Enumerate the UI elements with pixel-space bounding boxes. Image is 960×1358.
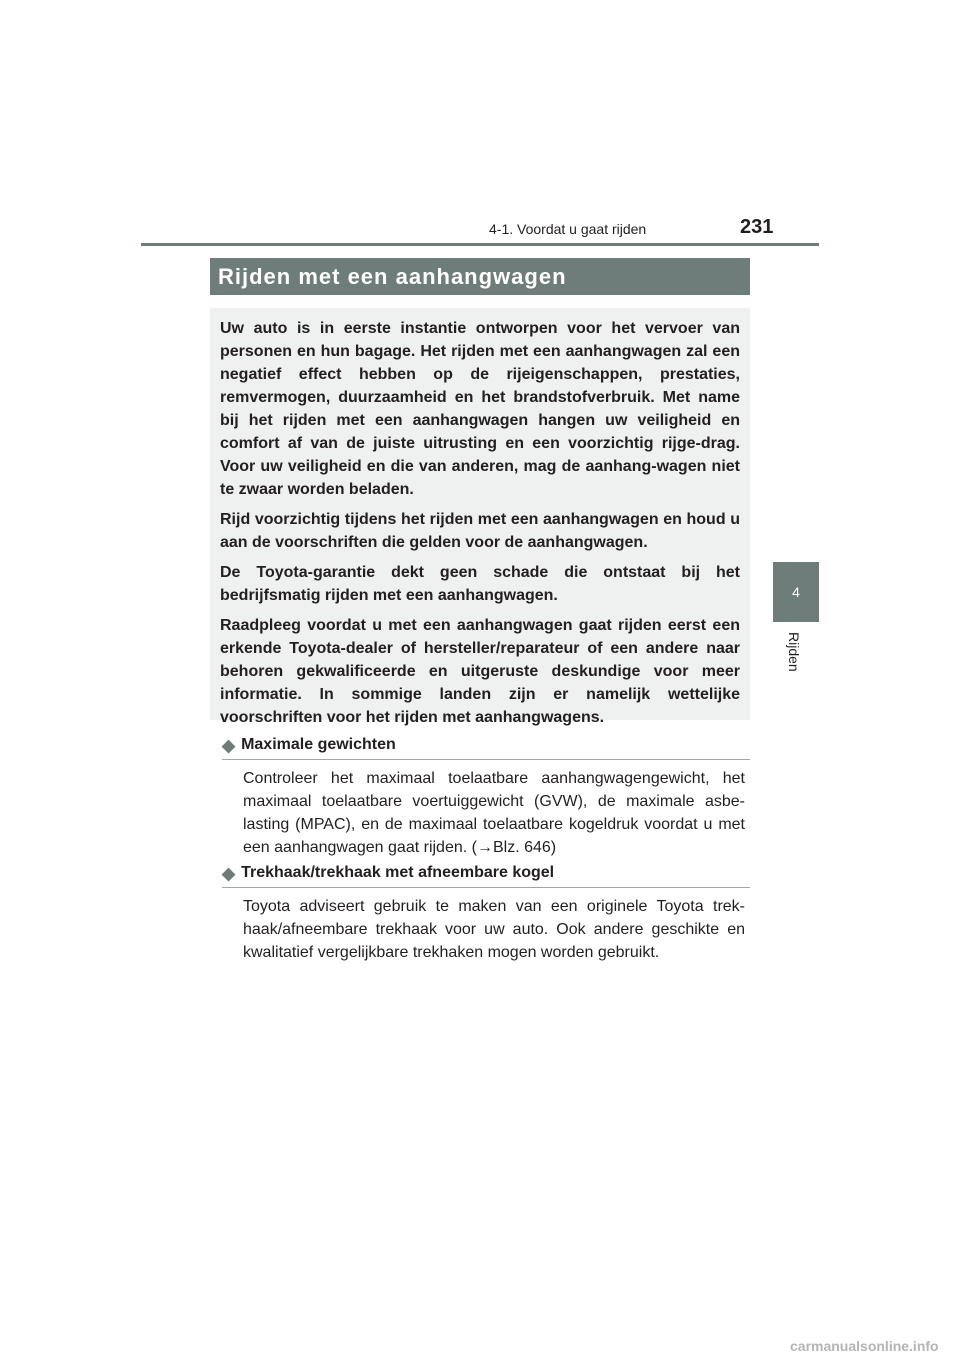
chapter-label: Rijden (786, 632, 802, 672)
intro-paragraph: Raadpleeg voordat u met een aanhangwagen gaat rijden eerst een erkende Toyota-dealer of hersteller/reparateur of een andere naar behoren gekwalificeerde en uitgeruste deskundige voor meer informatie. In sommige landen zijn er namelijk wettelijke voorschriften voor het rijden met aanhangwagens. (220, 617, 740, 726)
intro-box (210, 308, 750, 726)
sub-heading-label: Trekhaak/trekhaak met afneembare kogel (241, 864, 555, 881)
sub-heading-maximale-gewichten (222, 736, 750, 760)
section-text: Controleer het maximaal toelaatbare aanhangwagengewicht, het maximaal toelaatbare voertuiggewicht (GVW), de maximale asbe-lasting (MPAC), en de maximaal toelaatbare kogeldruk voordat u met een aanhangwagen gaat rijden. (→Blz. 646) (243, 770, 745, 856)
title-bar (210, 258, 750, 295)
intro-paragraph: Uw auto is in eerste instantie ontworpen voor het vervoer van personen en hun bagage. Het rijden met een aanhangwagen zal een negatief effect hebben op de rijeigenschappen, prestaties, remvermogen, duurzaamheid en het brandstofverbruik. Met name bij het rijden met een aanhangwagen hangen uw veiligheid en comfort af van de juiste uitrusting en een voorzichtig rijge-drag. Voor uw veiligheid en die van anderen, mag de aanhang-wagen niet te zwaar worden beladen. (220, 320, 740, 498)
intro-paragraph: Rijd voorzichtig tijdens het rijden met een aanhangwagen en houd u aan de voorschriften die gelden voor de aanhangwagen. (220, 511, 740, 551)
page-title: Rijden met een aanhangwagen (218, 263, 567, 289)
diamond-icon: ◆ (222, 863, 236, 883)
chapter-tab (773, 562, 819, 622)
watermark: carmanualsonline.info (790, 1338, 939, 1354)
intro-paragraph: De Toyota-garantie dekt geen schade die ontstaat bij het bedrijfsmatig rijden met een aanhangwagen. (220, 564, 740, 604)
page-number: 231 (740, 216, 774, 238)
section-text: Toyota adviseert gebruik te maken van een originele Toyota trek-haak/afneembare trekhaak voor uw auto. Ook andere geschikte en kwalitatief vergelijkbare trekhaken mogen worden gebruikt. (243, 898, 745, 961)
diamond-icon: ◆ (222, 735, 236, 755)
chapter-number: 4 (792, 584, 800, 600)
header-rule (141, 243, 819, 246)
sub-heading-label: Maximale gewichten (241, 736, 396, 753)
header-section: 4-1. Voordat u gaat rijden (489, 221, 647, 237)
sub-heading-trekhaak (222, 864, 750, 888)
